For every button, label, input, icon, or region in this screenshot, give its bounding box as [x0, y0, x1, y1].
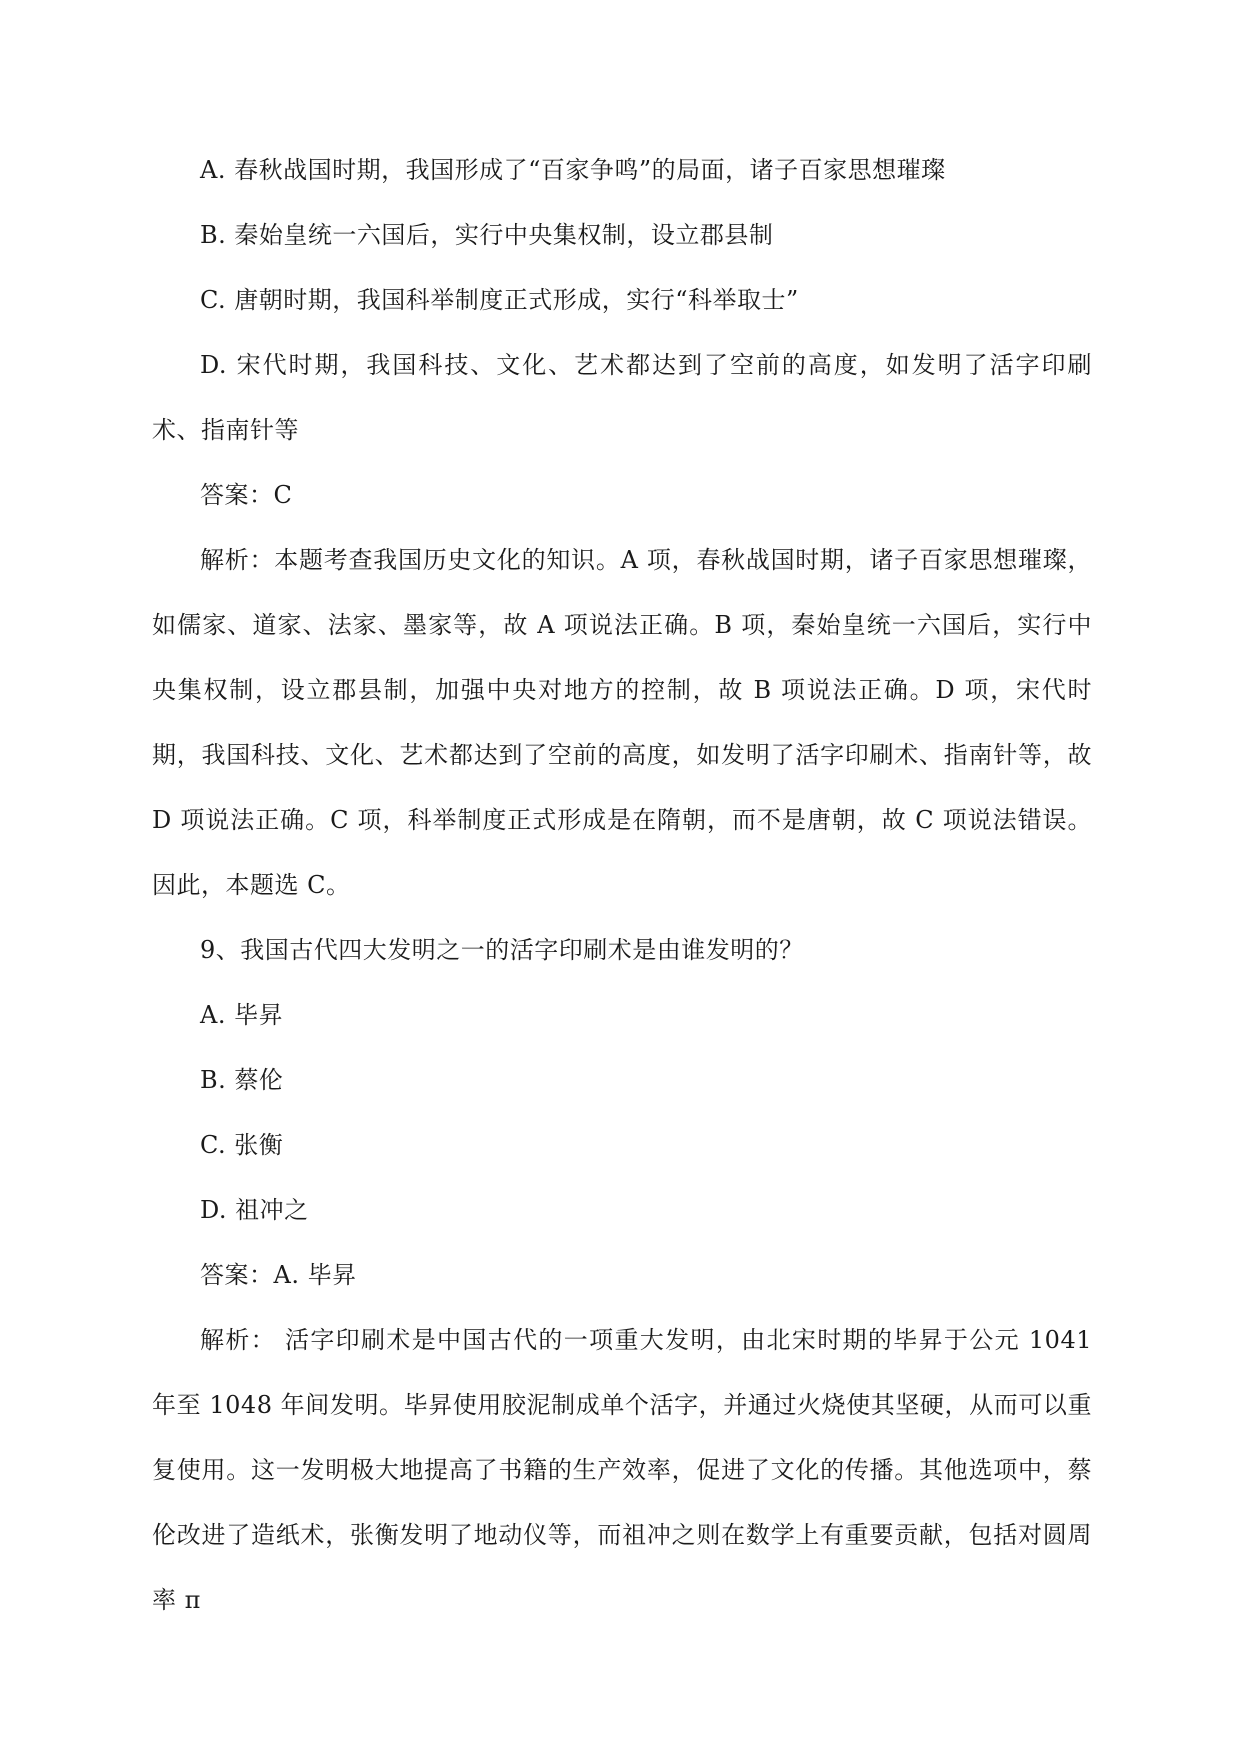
q9-option-c: C. 张衡 [200, 1131, 284, 1159]
q8-option-c: C. 唐朝时期，我国科举制度正式形成，实行“科举取士” [200, 286, 799, 314]
q9-analysis: 解析： 活字印刷术是中国古代的一项重大发明，由北宋时期的毕昇于公元 1041 年至 1048 年间发明。毕昇使用胶泥制成单个活字，并通过火烧使其坚硬，从而可以重复使用。这一发明极大地提高了书籍的生产效率，促进了文化的传播。其他选项中，蔡伦改进了造纸术，张衡发明了地动仪等，而祖冲之则在数学上有重要贡献，包括对圆周率 π [152, 1326, 1092, 1614]
q9-question: 9、我国古代四大发明之一的活字印刷术是由谁发明的？ [200, 936, 804, 964]
q8-analysis: 解析：本题考查我国历史文化的知识。A 项，春秋战国时期，诸子百家思想璀璨，如儒家、道家、法家、墨家等，故 A 项说法正确。B 项，秦始皇统一六国后，实行中央集权制，设立郡县制，加强中央对地方的控制，故 B 项说法正确。D 项，宋代时期，我国科技、文化、艺术都达到了空前的高度，如发明了活字印刷术、指南针等，故 D 项说法正确。C 项，科举制度正式形成是在隋朝，而不是唐朝，故 C 项说法错误。因此，本题选 C。 [152, 546, 1092, 899]
q8-option-d: D. 宋代时期，我国科技、文化、艺术都达到了空前的高度，如发明了活字印刷术、指南针等 [152, 351, 1092, 444]
q8-answer: 答案：C [200, 481, 293, 509]
q9-answer: 答案：A. 毕昇 [200, 1261, 357, 1289]
q8-option-b: B. 秦始皇统一六国后，实行中央集权制，设立郡县制 [200, 221, 774, 249]
q9-option-a: A. 毕昇 [200, 1001, 284, 1029]
q9-option-b: B. 蔡伦 [200, 1066, 284, 1094]
q8-option-a: A. 春秋战国时期，我国形成了“百家争鸣”的局面，诸子百家思想璀璨 [200, 156, 946, 184]
document-page [152, 138, 1092, 1633]
q9-option-d: D. 祖冲之 [200, 1196, 309, 1224]
